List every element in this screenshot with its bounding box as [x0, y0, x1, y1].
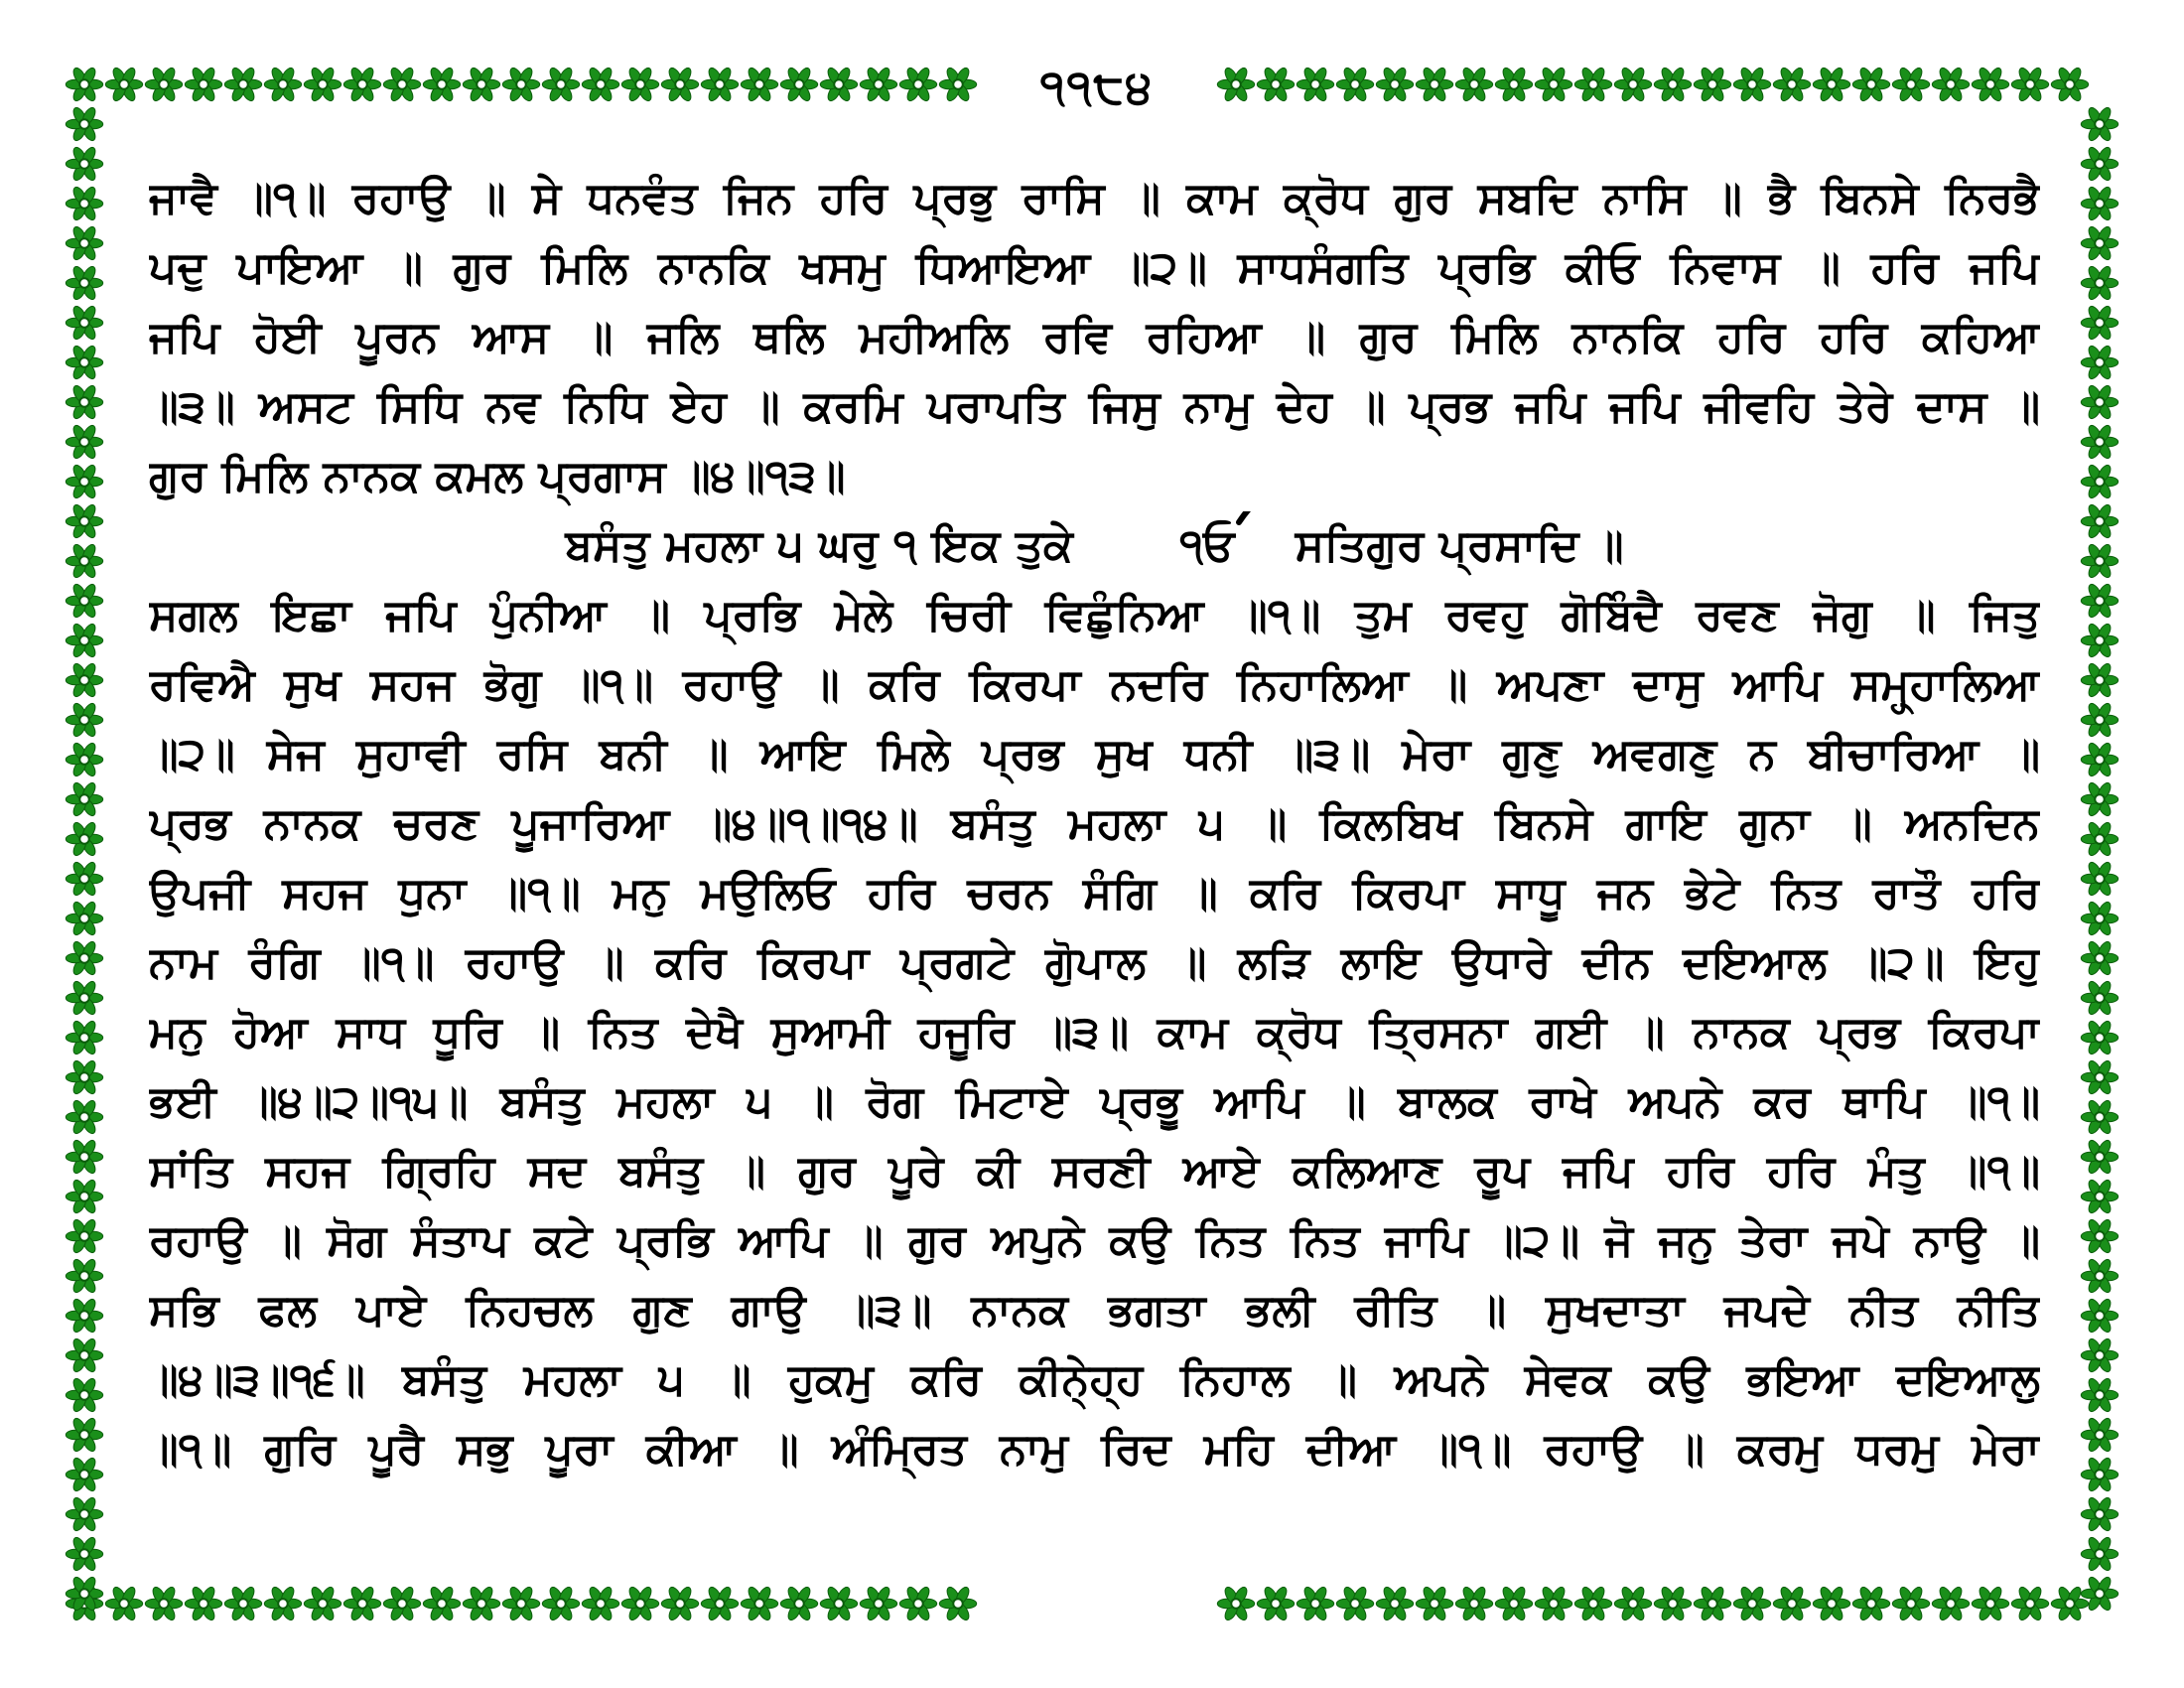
flower-icon [2081, 344, 2117, 380]
flower-icon [66, 264, 102, 301]
flower-icon [66, 145, 102, 182]
flower-icon [1813, 1585, 1849, 1621]
flower-icon [2081, 264, 2117, 301]
flower-icon [66, 224, 102, 261]
flower-icon [1654, 66, 1691, 102]
flower-icon [2081, 224, 2117, 261]
flower-icon [66, 1416, 102, 1453]
flower-icon [66, 1058, 102, 1095]
flower-icon [860, 1585, 896, 1621]
flower-icon [66, 304, 102, 341]
flower-icon [1495, 66, 1532, 102]
flower-icon [2011, 66, 2048, 102]
flower-icon [2081, 582, 2117, 619]
flower-icon [741, 66, 777, 102]
flower-icon [860, 66, 896, 102]
flower-icon [542, 66, 579, 102]
flower-icon [2081, 780, 2117, 817]
flower-icon [1614, 66, 1651, 102]
flower-icon [2081, 502, 2117, 539]
flower-icon [1614, 1585, 1651, 1621]
flower-icon [2081, 661, 2117, 698]
verse-line: ਸਭਿ ਫਲ ਪਾਏ ਨਿਹਚਲ ਗੁਣ ਗਾਉ ॥੩॥ ਨਾਨਕ ਭਗਤਾ ਭਲੀ ਰੀਤਿ ॥ ਸੁਖਦਾਤਾ ਜਪਦੇ ਨੀਤ ਨੀਤਿ [149, 1285, 2040, 1336]
verse-line: ਜਾਵੈ ॥੧॥ ਰਹਾਉ ॥ ਸੇ ਧਨਵੰਤ ਜਿਨ ਹਰਿ ਪ੍ਰਭੁ ਰਾਸਿ ॥ ਕਾਮ ਕ੍ਰੋਧ ਗੁਰ ਸਬਦਿ ਨਾਸਿ ॥ ਭੈ ਬਿਨਸੇ ਨਿਰਭੈ [149, 173, 2040, 223]
flower-icon [66, 1217, 102, 1254]
flower-icon [2081, 383, 2117, 420]
flower-icon [66, 1336, 102, 1373]
flower-icon [66, 860, 102, 897]
flower-icon [66, 1535, 102, 1572]
flower-icon [2051, 66, 2088, 102]
flower-icon [66, 185, 102, 221]
flower-icon [105, 66, 142, 102]
flower-icon [343, 66, 380, 102]
flower-icon [701, 1585, 738, 1621]
flower-icon [66, 383, 102, 420]
flower-icon [2081, 185, 2117, 221]
flower-icon [66, 105, 102, 142]
flower-icon [1217, 1585, 1254, 1621]
flower-icon [264, 66, 301, 102]
flower-icon [1297, 66, 1333, 102]
flower-icon [1932, 66, 1969, 102]
flower-icon [899, 1585, 936, 1621]
flower-icon [939, 1585, 976, 1621]
flower-icon [2081, 1019, 2117, 1055]
flower-icon [1932, 1585, 1969, 1621]
flower-icon [1972, 66, 2008, 102]
flower-icon [1733, 1585, 1770, 1621]
verse-line: ਸਾਂਤਿ ਸਹਜ ਗ੍ਰਿਹਿ ਸਦ ਬਸੰਤੁ ॥ ਗੁਰ ਪੂਰੇ ਕੀ ਸਰਣੀ ਆਏ ਕਲਿਆਣ ਰੂਪ ਜਪਿ ਹਰਿ ਹਰਿ ਮੰਤੁ ॥੧॥ [149, 1146, 2040, 1196]
flower-icon [423, 66, 460, 102]
flower-icon [2081, 423, 2117, 460]
flower-icon [1852, 1585, 1889, 1621]
flower-icon [2081, 1535, 2117, 1572]
flower-icon [2081, 463, 2117, 499]
flower-icon [899, 66, 936, 102]
flower-icon [621, 1585, 658, 1621]
flower-icon [2081, 1138, 2117, 1175]
flower-icon [820, 66, 857, 102]
verse-line: ਰਹਾਉ ॥ ਸੋਗ ਸੰਤਾਪ ਕਟੇ ਪ੍ਰਭਿ ਆਪਿ ॥ ਗੁਰ ਅਪੁਨੇ ਕਉ ਨਿਤ ਨਿਤ ਜਾਪਿ ॥੨॥ ਜੋ ਜਨੁ ਤੇਰਾ ਜਪੇ ਨਾਉ ॥ [149, 1215, 2040, 1266]
flower-icon [2081, 105, 2117, 142]
flower-icon [1972, 1585, 2008, 1621]
flower-icon [2081, 1098, 2117, 1135]
flower-icon [1694, 66, 1730, 102]
flower-icon [1376, 66, 1413, 102]
verse-line: ਮਨੁ ਹੋਆ ਸਾਧ ਧੂਰਿ ॥ ਨਿਤ ਦੇਖੈ ਸੁਆਮੀ ਹਜੂਰਿ ॥੩॥ ਕਾਮ ਕ੍ਰੋਧ ਤ੍ਰਿਸਨਾ ਗਈ ॥ ਨਾਨਕ ਪ੍ਰਭ ਕਿਰਪਾ [149, 1007, 2040, 1057]
flower-icon [2081, 1376, 2117, 1413]
flower-icon [185, 1585, 221, 1621]
flower-icon [741, 1585, 777, 1621]
flower-icon [1455, 66, 1492, 102]
heading-right: ਸਤਿਗੁਰ ਪ੍ਰਸਾਦਿ ॥ [1295, 520, 1624, 571]
flower-icon [582, 1585, 618, 1621]
flower-icon [66, 344, 102, 380]
verse-text [149, 164, 2040, 1484]
flower-icon [542, 1585, 579, 1621]
flower-icon [2081, 1257, 2117, 1294]
flower-icon [1455, 1585, 1492, 1621]
flower-icon [66, 1456, 102, 1492]
flower-icon [66, 1297, 102, 1334]
flower-icon [2081, 1495, 2117, 1532]
flower-icon [224, 66, 261, 102]
flower-icon [701, 66, 738, 102]
verse-line: ਪਦੁ ਪਾਇਆ ॥ ਗੁਰ ਮਿਲਿ ਨਾਨਕਿ ਖਸਮੁ ਧਿਆਇਆ ॥੨॥ ਸਾਧਸੰਗਤਿ ਪ੍ਰਭਿ ਕੀਓ ਨਿਵਾਸ ॥ ਹਰਿ ਜਪਿ [149, 242, 2040, 293]
flower-icon [463, 1585, 499, 1621]
flower-icon [780, 1585, 817, 1621]
verse-line: ਨਾਮ ਰੰਗਿ ॥੧॥ ਰਹਾਉ ॥ ਕਰਿ ਕਿਰਪਾ ਪ੍ਰਗਟੇ ਗੋੁਪਾਲ ॥ ਲੜਿ ਲਾਇ ਉਧਾਰੇ ਦੀਨ ਦਇਆਲ ॥੨॥ ਇਹੁ [149, 937, 2040, 988]
flower-icon [1773, 1585, 1810, 1621]
ek-onkar-text: ੧ਓ [1179, 520, 1235, 571]
flower-icon [2081, 701, 2117, 738]
flower-icon [343, 1585, 380, 1621]
flower-icon [2081, 542, 2117, 579]
flower-icon [2081, 304, 2117, 341]
flower-icon [661, 66, 698, 102]
flower-icon [66, 979, 102, 1016]
flower-icon [66, 502, 102, 539]
flower-icon [1694, 1585, 1730, 1621]
flower-icon [66, 582, 102, 619]
flower-icon [2081, 741, 2117, 777]
flower-icon [502, 1585, 539, 1621]
heading-left: ਬਸੰਤੁ ਮਹਲਾ ੫ ਘਰੁ ੧ ਇਕ ਤੁਕੇ [565, 520, 1073, 571]
flower-icon [66, 423, 102, 460]
flower-icon [939, 66, 976, 102]
flower-icon [2081, 939, 2117, 976]
flower-icon [2081, 622, 2117, 658]
flower-icon [66, 542, 102, 579]
flower-icon [66, 1178, 102, 1214]
flower-icon [66, 1376, 102, 1413]
flower-icon [1892, 1585, 1929, 1621]
verse-line: ਭਈ ॥੪॥੨॥੧੫॥ ਬਸੰਤੁ ਮਹਲਾ ੫ ॥ ਰੋਗ ਮਿਟਾਏ ਪ੍ਰਭੂ ਆਪਿ ॥ ਬਾਲਕ ਰਾਖੇ ਅਪਨੇ ਕਰ ਥਾਪਿ ॥੧॥ [149, 1076, 2040, 1127]
flower-icon [66, 820, 102, 857]
flower-icon [2081, 1058, 2117, 1095]
flower-icon [145, 66, 182, 102]
verse-line: ਸਗਲ ਇਛਾ ਜਪਿ ਪੁੰਨੀਆ ॥ ਪ੍ਰਭਿ ਮੇਲੇ ਚਿਰੀ ਵਿਛੁੰਨਿਆ ॥੧॥ ਤੁਮ ਰਵਹੁ ਗੋਬਿੰਦੈ ਰਵਣ ਜੋਗੁ ॥ ਜਿਤੁ [149, 590, 2040, 640]
flower-icon [1376, 1585, 1413, 1621]
flower-icon [383, 66, 420, 102]
flower-icon [66, 1257, 102, 1294]
flower-icon [2081, 1336, 2117, 1373]
verse-line: ਉਪਜੀ ਸਹਜ ਧੁਨਾ ॥੧॥ ਮਨੁ ਮਉਲਿਓ ਹਰਿ ਚਰਨ ਸੰਗਿ ॥ ਕਰਿ ਕਿਰਪਾ ਸਾਧੂ ਜਨ ਭੇਟੇ ਨਿਤ ਰਾਤੌ ਹਰਿ [149, 868, 2040, 918]
verse-line: ਗੁਰ ਮਿਲਿ ਨਾਨਕ ਕਮਲ ਪ੍ਰਗਾਸ ॥੪॥੧੩॥ [149, 451, 846, 501]
flower-icon [423, 1585, 460, 1621]
flower-icon [66, 741, 102, 777]
flower-icon [1257, 1585, 1294, 1621]
flower-icon [2081, 145, 2117, 182]
flower-icon [1535, 66, 1571, 102]
flower-icon [66, 1019, 102, 1055]
flower-icon [621, 66, 658, 102]
flower-icon [2081, 1297, 2117, 1334]
section-heading [149, 511, 2040, 581]
flower-icon [1892, 66, 1929, 102]
flower-icon [2011, 1585, 2048, 1621]
flower-icon [661, 1585, 698, 1621]
verse-line: ਰਵਿਐ ਸੁਖ ਸਹਜ ਭੋਗੁ ॥੧॥ ਰਹਾਉ ॥ ਕਰਿ ਕਿਰਪਾ ਨਦਰਿ ਨਿਹਾਲਿਆ ॥ ਅਪਣਾ ਦਾਸੁ ਆਪਿ ਸਮ੍ਹ੍ਹਾਲਿਆ [149, 659, 2040, 710]
flower-icon [66, 622, 102, 658]
flower-icon [66, 1495, 102, 1532]
flower-icon [780, 66, 817, 102]
flower-icon [1574, 66, 1611, 102]
flower-icon [1217, 66, 1254, 102]
flower-icon [66, 780, 102, 817]
flower-icon [145, 1585, 182, 1621]
flower-icon [2081, 1178, 2117, 1214]
verse-line: ॥੧॥ ਗੁਰਿ ਪੂਰੈ ਸਭੁ ਪੂਰਾ ਕੀਆ ॥ ਅੰਮ੍ਰਿਤ ਨਾਮੁ ਰਿਦ ਮਹਿ ਦੀਆ ॥੧॥ ਰਹਾਉ ॥ ਕਰਮੁ ਧਰਮੁ ਮੇਰਾ [149, 1424, 2040, 1475]
flower-icon [1773, 66, 1810, 102]
flower-icon [1336, 66, 1373, 102]
flower-icon [224, 1585, 261, 1621]
flower-icon [185, 66, 221, 102]
flower-icon [66, 1138, 102, 1175]
flower-icon [264, 1585, 301, 1621]
ek-onkar-arc-icon [1229, 511, 1338, 527]
flower-icon [1733, 66, 1770, 102]
verse-line: ਪ੍ਰਭ ਨਾਨਕ ਚਰਣ ਪੂਜਾਰਿਆ ॥੪॥੧॥੧੪॥ ਬਸੰਤੁ ਮਹਲਾ ੫ ॥ ਕਿਲਬਿਖ ਬਿਨਸੇ ਗਾਇ ਗੁਨਾ ॥ ਅਨਦਿਨ [149, 798, 2040, 849]
flower-icon [66, 939, 102, 976]
flower-icon [502, 66, 539, 102]
verse-line: ॥੪॥੩॥੧੬॥ ਬਸੰਤੁ ਮਹਲਾ ੫ ॥ ਹੁਕਮੁ ਕਰਿ ਕੀਨੇ੍ਹ੍ਹ ਨਿਹਾਲ ॥ ਅਪਨੇ ਸੇਵਕ ਕਉ ਭਇਆ ਦਇਆਲੁ [149, 1354, 2040, 1405]
flower-icon [1297, 1585, 1333, 1621]
flower-icon [383, 1585, 420, 1621]
flower-icon [1257, 66, 1294, 102]
flower-icon [1574, 1585, 1611, 1621]
flower-icon [1336, 1585, 1373, 1621]
flower-icon [66, 1098, 102, 1135]
flower-icon [582, 66, 618, 102]
flower-icon [66, 661, 102, 698]
flower-icon [1813, 66, 1849, 102]
flower-icon [1416, 66, 1452, 102]
flower-icon [1495, 1585, 1532, 1621]
flower-icon [1535, 1585, 1571, 1621]
ek-onkar-symbol [1179, 511, 1234, 581]
verse-line: ॥੨॥ ਸੇਜ ਸੁਹਾਵੀ ਰਸਿ ਬਨੀ ॥ ਆਇ ਮਿਲੇ ਪ੍ਰਭ ਸੁਖ ਧਨੀ ॥੩॥ ਮੇਰਾ ਗੁਣੁ ਅਵਗਣੁ ਨ ਬੀਚਾਰਿਆ ॥ [149, 729, 2040, 779]
page-number: ੧੧੮੪ [1013, 52, 1181, 121]
verse-line: ॥੩॥ ਅਸਟ ਸਿਧਿ ਨਵ ਨਿਧਿ ਏਹ ॥ ਕਰਮਿ ਪਰਾਪਤਿ ਜਿਸੁ ਨਾਮੁ ਦੇਹ ॥ ਪ੍ਰਭ ਜਪਿ ਜਪਿ ਜੀਵਹਿ ਤੇਰੇ ਦਾਸ ॥ [149, 381, 2040, 432]
flower-icon [304, 1585, 341, 1621]
flower-icon [1654, 1585, 1691, 1621]
flower-icon [304, 66, 341, 102]
flower-icon [66, 900, 102, 936]
flower-icon [2081, 820, 2117, 857]
verse-line: ਜਪਿ ਹੋਈ ਪੂਰਨ ਆਸ ॥ ਜਲਿ ਥਲਿ ਮਹੀਅਲਿ ਰਵਿ ਰਹਿਆ ॥ ਗੁਰ ਮਿਲਿ ਨਾਨਕਿ ਹਰਿ ਹਰਿ ਕਹਿਆ [149, 312, 2040, 362]
flower-icon [820, 1585, 857, 1621]
flower-icon [1852, 66, 1889, 102]
flower-icon [2081, 860, 2117, 897]
flower-icon [463, 66, 499, 102]
flower-icon [66, 701, 102, 738]
flower-icon [2081, 1416, 2117, 1453]
flower-icon [1416, 1585, 1452, 1621]
flower-icon [2081, 1217, 2117, 1254]
flower-icon [66, 66, 102, 102]
flower-icon [105, 1585, 142, 1621]
flower-icon [66, 463, 102, 499]
flower-icon [2081, 979, 2117, 1016]
flower-icon [2081, 900, 2117, 936]
flower-icon [2081, 1456, 2117, 1492]
